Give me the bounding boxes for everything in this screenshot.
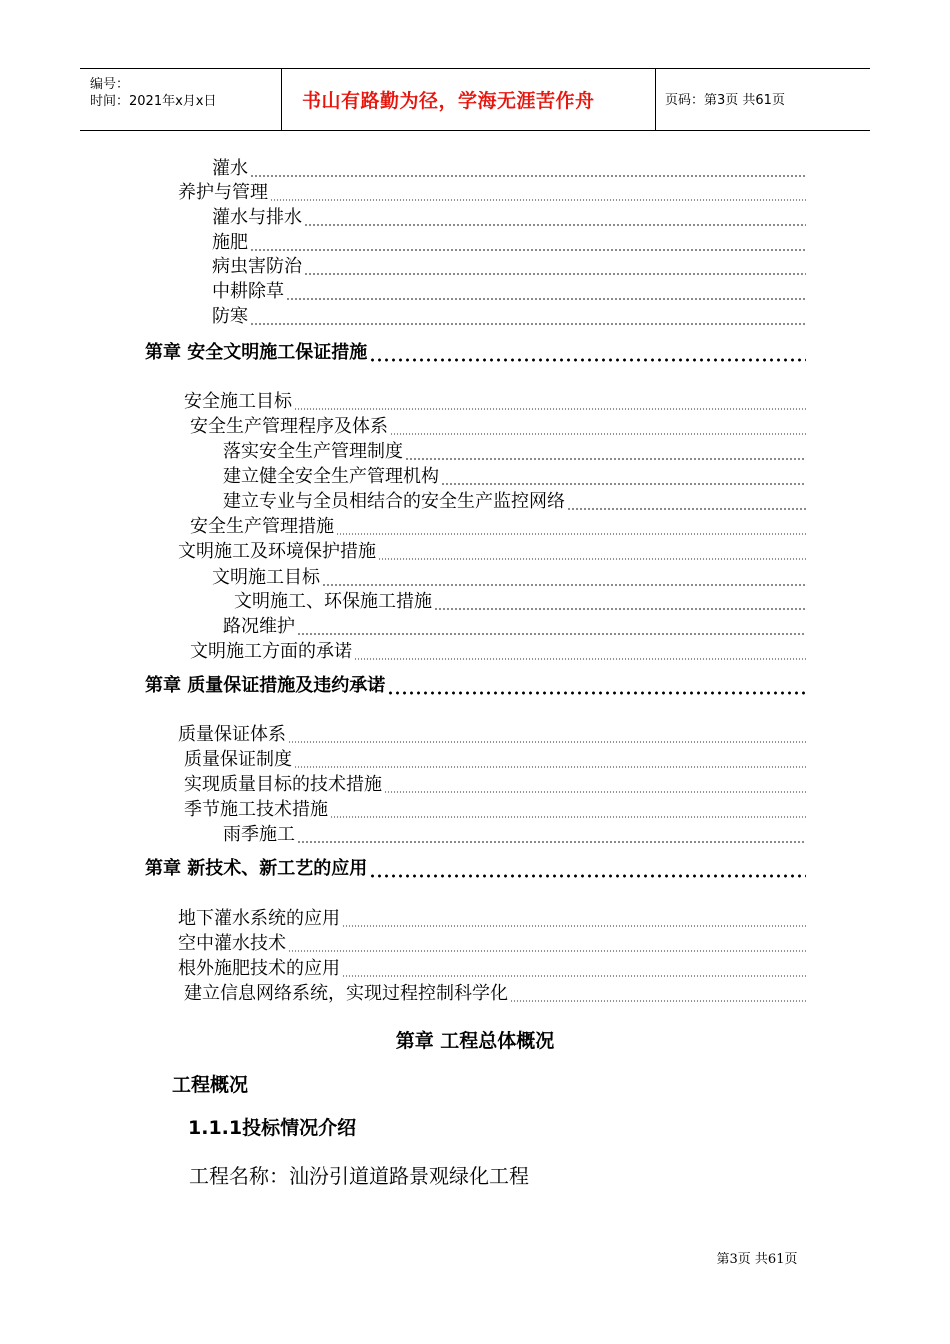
toc-entry[interactable]: 灌水 [212, 157, 806, 181]
toc-entry[interactable]: 病虫害防治 [212, 255, 806, 279]
toc-leader [354, 658, 806, 660]
toc-entry[interactable]: 安全生产管理措施 [190, 515, 806, 539]
toc-leader [270, 199, 806, 201]
page-info: 页码：第3页 共61页 [665, 93, 785, 108]
toc-entry[interactable]: 雨季施工 [223, 823, 806, 847]
number-label: 编号： [90, 77, 130, 92]
toc-chapter[interactable]: 第章 新技术、新工艺的应用 [145, 857, 806, 881]
toc-entry[interactable]: 防寒 [212, 305, 806, 329]
toc-leader [294, 408, 806, 410]
toc-entry[interactable]: 建立专业与全员相结合的安全生产监控网络 [223, 490, 806, 514]
toc-leader [304, 273, 806, 275]
toc-leader [288, 950, 806, 952]
motto: 书山有路勤为径，学海无涯苦作舟 [302, 90, 595, 112]
toc-entry[interactable]: 路况维护 [223, 615, 806, 639]
header-page-cell [656, 69, 870, 130]
toc-leader [390, 433, 806, 435]
toc-entry[interactable]: 安全生产管理程序及体系 [190, 415, 806, 439]
page-header [80, 68, 870, 131]
toc-entry[interactable]: 质量保证制度 [184, 748, 806, 772]
toc-leader [286, 298, 806, 300]
toc-entry[interactable]: 建立信息网络系统，实现过程控制科学化 [184, 982, 806, 1006]
toc-leader [330, 816, 806, 818]
project-name-paragraph: 工程名称：汕汾引道道路景观绿化工程 [189, 1164, 529, 1188]
toc-leader [250, 323, 806, 325]
toc-entry[interactable]: 建立健全安全生产管理机构 [223, 465, 806, 489]
chapter-title: 第章 工程总体概况 [395, 1030, 555, 1052]
toc-leader [405, 458, 806, 460]
toc-entry[interactable]: 地下灌水系统的应用 [178, 907, 806, 931]
toc-leader [288, 741, 806, 743]
toc-entry[interactable]: 安全施工目标 [184, 390, 806, 414]
toc-leader [304, 224, 806, 226]
toc-leader [369, 874, 806, 878]
toc-leader [567, 508, 806, 510]
toc-leader [342, 925, 806, 927]
toc-leader [434, 608, 806, 610]
time-label: 时间：2021年x月x日 [90, 94, 217, 109]
toc-leader [441, 483, 806, 485]
toc-entry[interactable]: 施肥 [212, 231, 806, 255]
toc-leader [250, 175, 806, 177]
toc-entry[interactable]: 灌水与排水 [212, 206, 806, 230]
toc-leader [294, 766, 806, 768]
page-footer [0, 1248, 950, 1267]
toc-leader [387, 691, 806, 695]
toc-leader [369, 358, 806, 362]
subsection-title: 1.1.1投标情况介绍 [188, 1117, 357, 1139]
toc-leader [297, 633, 806, 635]
toc-entry[interactable]: 文明施工方面的承诺 [190, 640, 806, 664]
toc-entry[interactable]: 养护与管理 [178, 181, 806, 205]
toc-leader [322, 584, 806, 586]
toc-entry[interactable]: 文明施工、环保施工措施 [234, 590, 806, 614]
toc-leader [250, 249, 806, 251]
toc-entry[interactable]: 文明施工及环境保护措施 [178, 540, 806, 564]
toc-entry[interactable]: 落实安全生产管理制度 [223, 440, 806, 464]
footer-page-number: 第3页 共61页 [716, 1252, 798, 1267]
toc-leader [384, 791, 806, 793]
toc-entry[interactable]: 质量保证体系 [178, 723, 806, 747]
header-motto-cell [282, 69, 656, 130]
toc-entry[interactable]: 季节施工技术措施 [184, 798, 806, 822]
toc-leader [510, 1000, 806, 1002]
toc-entry[interactable]: 空中灌水技术 [178, 932, 806, 956]
toc-entry[interactable]: 文明施工目标 [212, 566, 806, 590]
toc-entry[interactable]: 根外施肥技术的应用 [178, 957, 806, 981]
toc-leader [378, 558, 806, 560]
header-meta-cell [80, 69, 282, 130]
toc-chapter[interactable]: 第章 安全文明施工保证措施 [145, 341, 806, 365]
toc-entry[interactable]: 中耕除草 [212, 280, 806, 304]
toc-leader [297, 841, 806, 843]
toc-chapter[interactable]: 第章 质量保证措施及违约承诺 [145, 674, 806, 698]
toc-leader [336, 533, 806, 535]
toc-leader [342, 975, 806, 977]
section-title: 工程概况 [172, 1074, 249, 1096]
toc-entry[interactable]: 实现质量目标的技术措施 [184, 773, 806, 797]
